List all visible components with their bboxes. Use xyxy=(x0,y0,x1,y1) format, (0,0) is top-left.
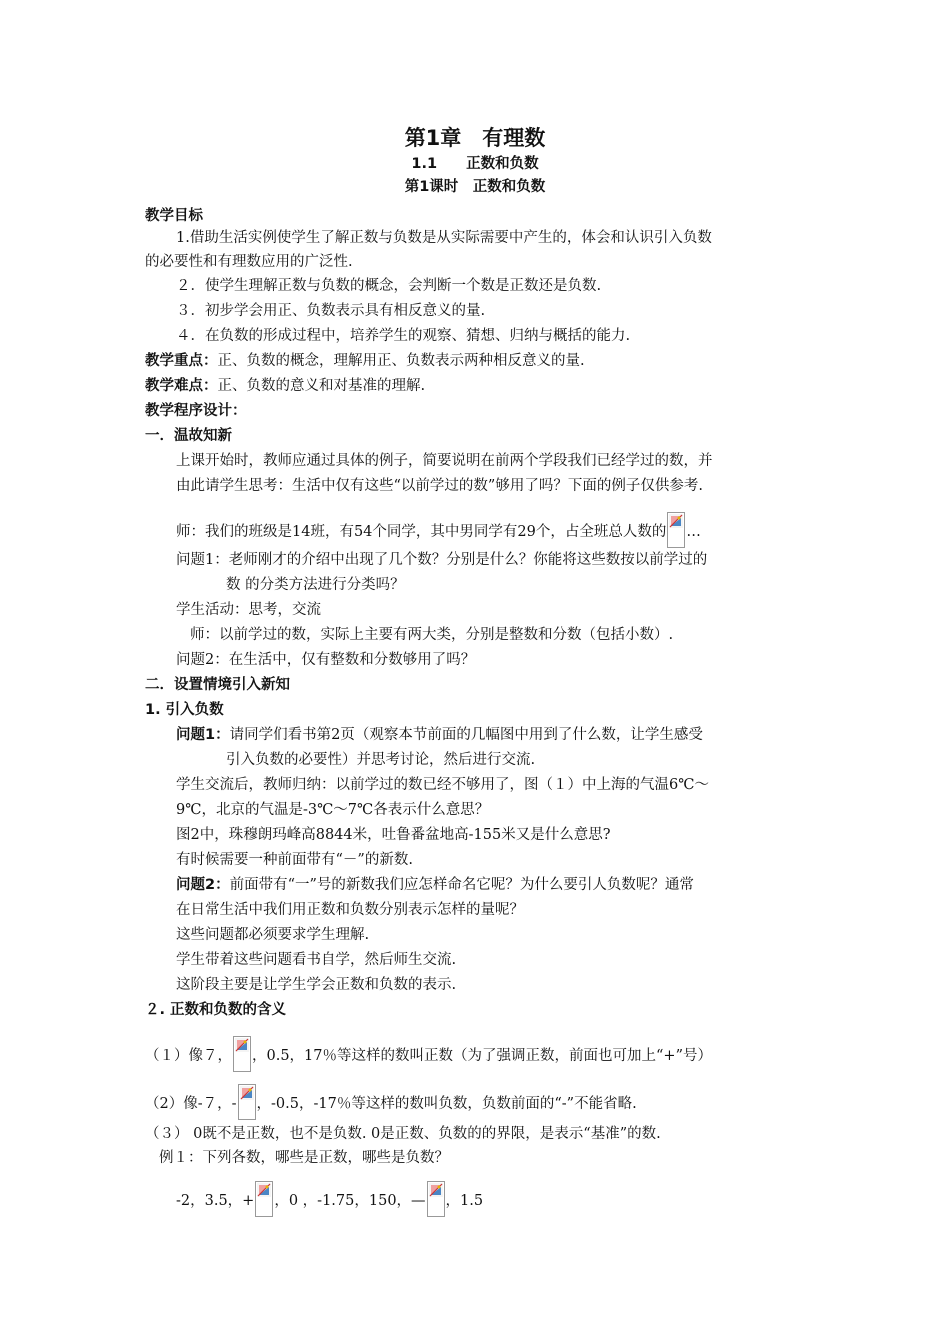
difficulty-label: 教学难点： xyxy=(145,378,218,394)
negative-definition xyxy=(145,1084,637,1120)
goal-2: ２．使学生理解正数与负数的概念，会判断一个数是正数还是负数. xyxy=(176,278,602,294)
fraction-image-icon xyxy=(667,512,685,548)
zero-definition: （３） 0既不是正数，也不是负数. 0是正数、负数的的界限，是表示“基准”的数. xyxy=(145,1126,661,1142)
teacher-summary: 师：以前学过的数，实际上主要有两大类，分别是整数和分数（包括小数）. xyxy=(190,627,674,643)
positive-definition-end: ，0.5，17％等这样的数叫正数（为了强调正数，前面也可加上“+”号） xyxy=(252,1048,712,1064)
self-study: 学生带着这些问题看书自学，然后师生交流. xyxy=(176,952,457,968)
section-1-para-line-2: 由此请学生思考：生活中仅有这些“以前学过的数”够用了吗？下面的例子仅供参考. xyxy=(176,478,703,494)
fraction-image-icon xyxy=(255,1181,273,1217)
subsection-1-heading: 1. 引入负数 xyxy=(145,702,224,718)
positive-definition-start: （１）像７， xyxy=(145,1048,232,1064)
goals-heading: 教学目标 xyxy=(145,208,203,224)
problem-1-label: 问题1： xyxy=(176,727,230,743)
stage-summary: 这阶段主要是让学生学会正数和负数的表示. xyxy=(176,977,457,993)
goal-1-line-1: 1.借助生活实例使学生了解正数与负数是从实际需要中产生的，体会和认识引入负数 xyxy=(176,230,712,246)
design-heading: 教学程序设计： xyxy=(145,403,247,419)
negative-definition-end: ，-0.5，-17％等这样的数叫负数，负数前面的“-”不能省略. xyxy=(256,1096,637,1112)
goal-1-line-2: 的必要性和有理数应用的广泛性. xyxy=(145,254,353,270)
problem-1-line-1 xyxy=(176,725,703,745)
problem-2-line-2: 在日常生活中我们用正数和负数分别表示怎样的量呢？ xyxy=(176,902,524,918)
key-point-text: 正、负数的概念，理解用正、负数表示两种相反意义的量. xyxy=(217,353,585,369)
problem-2-text: 前面带有“一”号的新数我们应怎样命名它呢？为什么要引人负数呢？通常 xyxy=(229,877,694,893)
section-1-heading: 一．温故知新 xyxy=(145,428,232,444)
question-1-line-1: 问题1：老师刚才的介绍中出现了几个数？分别是什么？你能将这些数按以前学过的 xyxy=(176,552,708,568)
problem-1-line-2: 引入负数的必要性）并思考讨论，然后进行交流. xyxy=(226,752,536,768)
key-point-label: 教学重点： xyxy=(145,353,218,369)
positive-definition xyxy=(145,1036,712,1072)
student-activity: 学生活动：思考，交流 xyxy=(176,602,321,618)
example-numbers-part-3: ，1.5 xyxy=(445,1193,484,1209)
difficulty xyxy=(145,376,425,396)
example-1-numbers xyxy=(176,1181,483,1217)
subsection-2-heading: ２. 正数和负数的含义 xyxy=(145,1002,287,1018)
example-numbers-part-1: -2，3.5，+ xyxy=(176,1193,255,1209)
teacher-example-text: 师：我们的班级是14班，有54个同学，其中男同学有29个，占全班总人数的 xyxy=(176,524,667,540)
question-1-line-2: 数 的分类方法进行分类吗？ xyxy=(226,577,405,593)
need-new-number: 有时候需要一种前面带有“－”的新数. xyxy=(176,852,413,868)
exchange-line-1: 学生交流后，教师归纳：以前学过的数已经不够用了，图（１）中上海的气温6℃～ xyxy=(176,777,709,793)
fraction-image-icon xyxy=(233,1036,251,1072)
section-title: 1.1 正数和负数 xyxy=(411,156,539,172)
problem-2-line-1 xyxy=(176,875,694,895)
figure-2-question: 图2中，珠穆朗玛峰高8844米，吐鲁番盆地高-155米又是什么意思? xyxy=(176,827,611,843)
example-1: 例１：下列各数，哪些是正数，哪些是负数？ xyxy=(159,1150,449,1166)
example-numbers-part-2: ，0 ，-1.75，150，— xyxy=(274,1193,426,1209)
negative-definition-start: （2）像-７，- xyxy=(145,1096,237,1112)
problem-1-text: 请同学们看书第2页（观察本节前面的几幅图中用到了什么数，让学生感受 xyxy=(229,727,703,743)
lesson-title: 第1课时 正数和负数 xyxy=(404,179,546,195)
goal-3: ３．初步学会用正、负数表示具有相反意义的量. xyxy=(176,303,486,319)
goal-4: ４．在负数的形成过程中，培养学生的观察、猜想、归纳与概括的能力. xyxy=(176,328,631,344)
problem-2-label: 问题2： xyxy=(176,877,230,893)
exchange-line-2: 9℃，北京的气温是-3℃～7℃各表示什么意思？ xyxy=(176,802,490,818)
section-1-para-line-1: 上课开始时，教师应通过具体的例子，简要说明在前两个学段我们已经学过的数，并 xyxy=(176,453,713,469)
must-understand: 这些问题都必须要求学生理解. xyxy=(176,927,370,943)
question-2: 问题2：在生活中，仅有整数和分数够用了吗？ xyxy=(176,652,476,668)
key-point xyxy=(145,351,585,371)
teacher-example xyxy=(176,512,701,548)
section-2-heading: 二．设置情境引入新知 xyxy=(145,677,290,693)
ellipsis: … xyxy=(686,524,701,540)
fraction-image-icon xyxy=(427,1181,445,1217)
difficulty-text: 正、负数的意义和对基准的理解. xyxy=(217,378,426,394)
page-title: 第1章 有理数 xyxy=(404,126,546,150)
fraction-image-icon xyxy=(238,1084,256,1120)
